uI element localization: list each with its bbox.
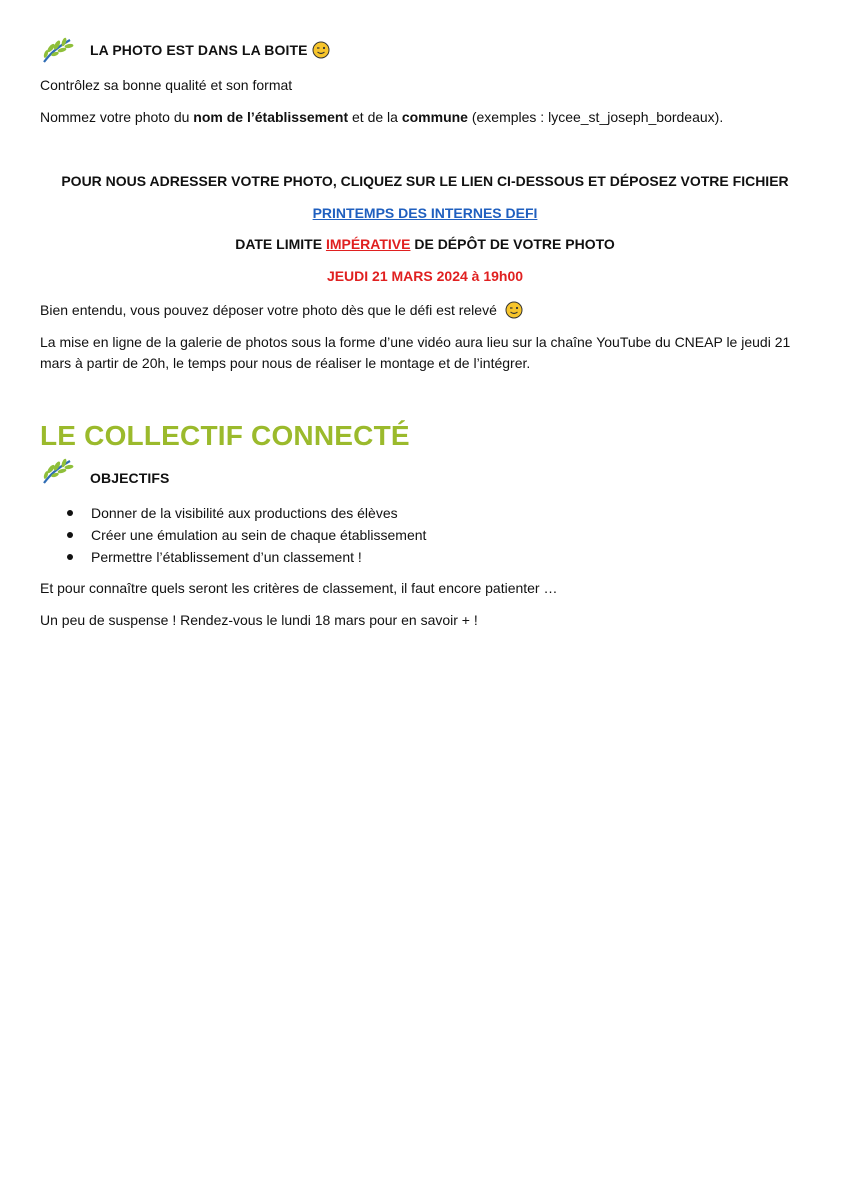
olive-branch-icon [40, 36, 74, 64]
objectives-list [40, 502, 426, 568]
objectifs-title: OBJECTIFS [90, 470, 170, 486]
suspense-note: Un peu de suspense ! Rendez-vous le lundi 18 mars pour en savoir + ! [40, 612, 478, 628]
upload-link-wrapper [40, 205, 810, 221]
naming-bold-school: nom de l’établissement [193, 109, 349, 125]
section-heading-objectifs [40, 456, 169, 486]
section-title: LA PHOTO EST DANS LA BOITE [90, 42, 308, 58]
send-instruction: POUR NOUS ADRESSER VOTRE PHOTO, CLIQUEZ SUR LE LIEN CI-DESSOUS ET DÉPOSEZ VOTRE FICHIER [61, 173, 789, 189]
upload-link[interactable]: PRINTEMPS DES INTERNES DEFI [312, 205, 538, 221]
upload-note [40, 300, 810, 321]
wink-emoji-icon [312, 41, 330, 59]
deadline-text: DE DÉPÔT DE VOTRE PHOTO [410, 236, 615, 252]
gallery-note: La mise en ligne de la galerie de photos sous la forme d’une vidéo aura lieu sur la chaîne YouTube du CNEAP le jeudi 21 mars à partir de 20h, le temps pour nous de réaliser le montage et de l’intégrer. [40, 334, 791, 371]
wink-emoji-icon [505, 301, 523, 319]
list-item: Créer une émulation au sein de chaque établissement [40, 524, 426, 546]
naming-text: et de la [348, 109, 402, 125]
deadline-date: JEUDI 21 MARS 2024 à 19h00 [326, 268, 524, 284]
list-item: Permettre l’établissement d’un classement ! [40, 546, 426, 568]
quality-instruction: Contrôlez sa bonne qualité et son format [40, 77, 293, 93]
deadline-label [40, 236, 810, 252]
naming-bold-commune: commune [401, 109, 468, 125]
criteria-note: Et pour connaître quels seront les critères de classement, il faut encore patienter … [40, 580, 558, 596]
deadline-emphasis: IMPÉRATIVE [325, 236, 411, 252]
naming-example: (exemples : lycee_st_joseph_bordeaux). [467, 109, 724, 125]
section-heading-photo [40, 36, 330, 64]
collectif-title: LE COLLECTIF CONNECTÉ [40, 420, 410, 451]
upload-note-text: Bien entendu, vous pouvez déposer votre photo dès que le défi est relevé [40, 302, 497, 318]
deadline-text: DATE LIMITE [235, 236, 326, 252]
list-item: Donner de la visibilité aux productions des élèves [40, 502, 426, 524]
naming-instruction [40, 107, 810, 128]
olive-branch-icon [40, 457, 74, 485]
naming-text: Nommez votre photo du [40, 109, 194, 125]
